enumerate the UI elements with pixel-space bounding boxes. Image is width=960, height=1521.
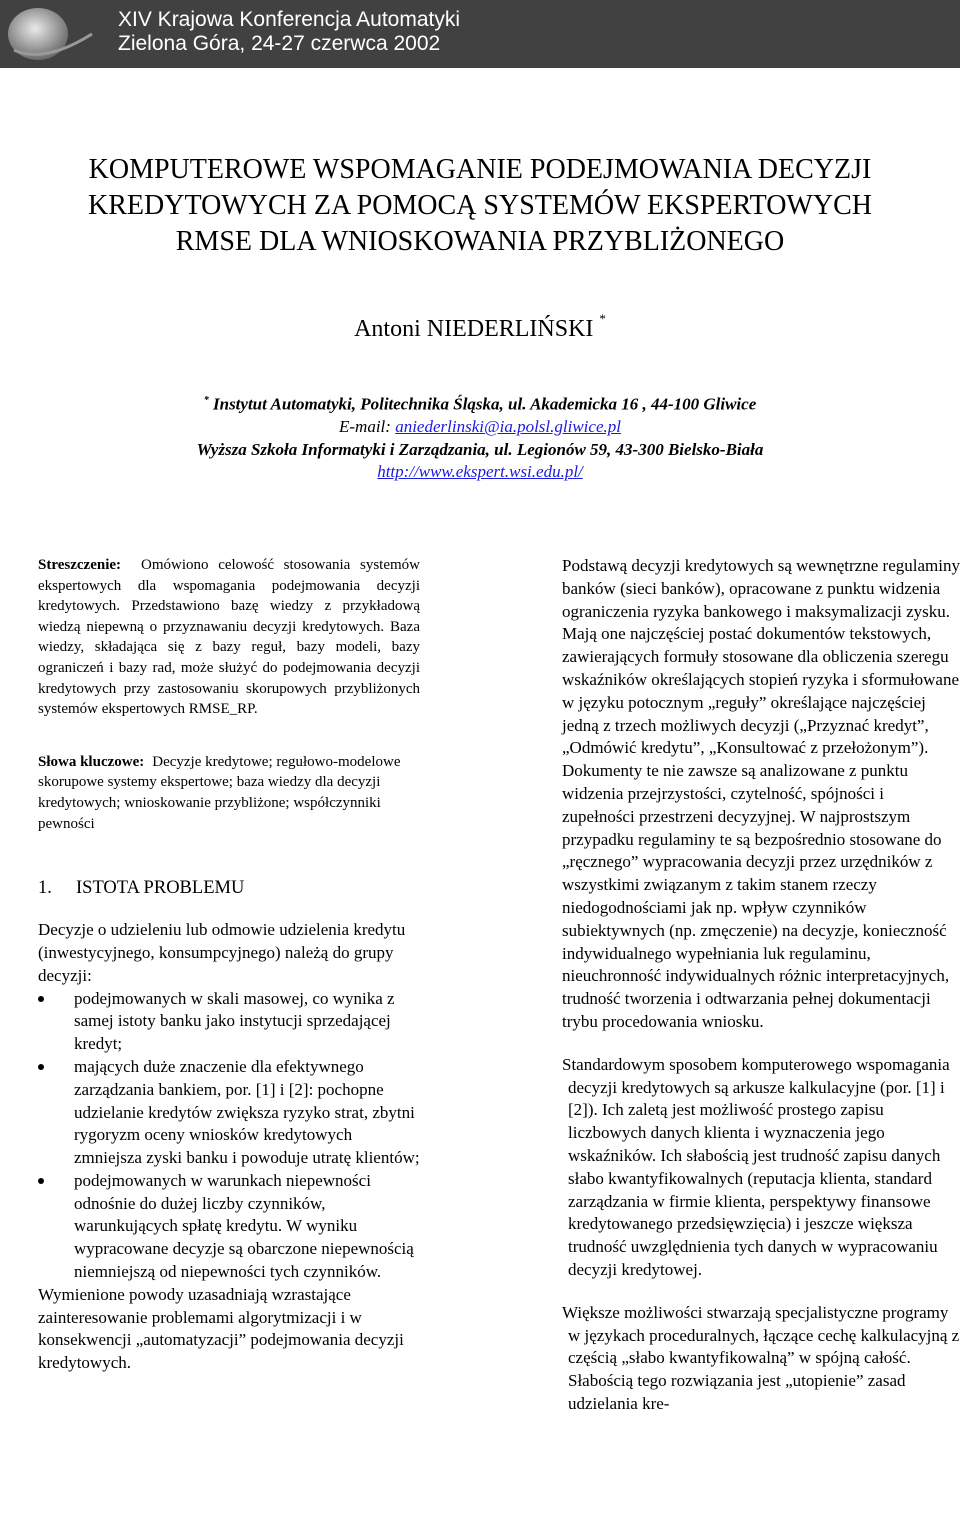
conference-place-date: Zielona Góra, 24-27 czerwca 2002: [118, 32, 441, 55]
section-title: ISTOTA PROBLEMU: [76, 878, 245, 899]
keywords-text: Decyzje kredytowe; regułowo-modelowe skorupowe systemy ekspertowe; baza wiedzy dla decyzji kredytowych; wnioskowanie przybliżone; współczynniki pewności: [38, 753, 401, 832]
affiliation-mark: *: [203, 395, 209, 406]
title-line: KREDYTOWYCH ZA POMOCĄ SYSTEMÓW EKSPERTOWYCH: [88, 190, 872, 221]
bullet-icon: [38, 1178, 44, 1184]
left-column: [38, 555, 420, 1375]
author-name: Antoni NIEDERLIŃSKI: [354, 316, 594, 342]
bullet-icon: [38, 996, 44, 1002]
keywords: [38, 752, 420, 834]
title-line: RMSE DLA WNIOSKOWANIA PRZYBLIŻONEGO: [175, 226, 785, 257]
intro-paragraph: Decyzje o udzieleniu lub odmowie udzielenia kredytu (inwestycyjnego, konsumpcyjnego) należą do grupy decyzji:: [38, 920, 406, 985]
right-column: [562, 555, 960, 1416]
affiliation-line-1: [0, 390, 960, 416]
list-item: [38, 1170, 420, 1284]
decision-features-list: [38, 988, 420, 1284]
paragraph-spreadsheets: Standardowym sposobem komputerowego wspomagania decyzji kredytowych są arkusze kalkulacyjne (por. [1] i [2]). Ich zaletą jest możliwość prostego zapisu liczbowych danych klienta i wyznaczenia jego wskaźników. Ich słabością jest trudność zapisu danych słabo kwantyfikowalnych (reputacja klienta, standard zarządzania w firmie klienta, perspektywy finansowe kredytowanego przedsięwzięcia) i jeszcze większa trudność uwzględnienia tych danych w wypracowaniu decyzji kredytowej.: [562, 1054, 950, 1279]
bullet-icon: [38, 1064, 44, 1070]
list-item: [38, 988, 420, 1056]
conference-logo-icon: [4, 4, 100, 64]
abstract: [38, 555, 420, 720]
list-item-text: mających duże znaczenie dla efektywnego zarządzania bankiem, por. [1] i [2]: pochopne udzielanie kredytów zwiększa ryzyko strat, zbytni rygoryzm oceny wniosków kredytowych zmniejsza zyski banku i powoduje utratę klientów;: [74, 1056, 420, 1168]
email-link[interactable]: aniederlinski@ia.polsl.gliwice.pl: [395, 417, 621, 437]
paragraph-regulations: Podstawą decyzji kredytowych są wewnętrzne regulaminy banków (sieci banków), opracowane z punktu widzenia ograniczenia ryzyka bankowego i maksymalizacji zysku. Mają one najczęściej postać dokumentów tekstowych, zawierających formuły stosowane dla obliczenia szeregu wskaźników określających stopień ryzyka i sformułowane w języku potocznym „reguły” określające najczęściej jedną z trzech możliwych decyzji („Przyznać kredyt”, „Odmówić kredytu”, „Konsultować z przełożonym”). Dokumenty te nie zawsze są analizowane z punktu widzenia przejrzystości, czytelność, spójności i zupełności przestrzeni decyzyjnej. W najprostszym przypadku regulaminy te są bezpośrednio stosowane do „ręcznego” wypracowania decyzji przez urzędników z wszystkimi związanym z takim stanem rzeczy niedogodnościami jak np. wpływ czynników subiektywnych (np. zmęczenie) na decyzje, konieczność indywidualnego wypełniania luk regulaminu, nieuchronność indywidualnych różnic interpretacyjnych, trudność tworzenia i odtwarzania pełnej dokumentacji trybu procedowania wniosku.: [562, 556, 960, 1031]
keywords-label: Słowa kluczowe:: [38, 753, 145, 770]
abstract-text: Omówiono celowość stosowania systemów ekspertowych dla wspomagania podejmowania decyzji kredytowych. Przedstawiono bazę wiedzy z przykładową wiedzą niepewną o przyznawaniu decyzji kredytowych. Baza wiedzy, składająca się z bazy reguł, bazy modeli, bazy ograniczeń i bazy rad, może służyć do podejmowania decyzji kredytowych przy zastosowaniu skorupowych przybliżonych systemów ekspertowych RMSE_RP.: [38, 557, 420, 718]
affiliation-email-line: [0, 416, 960, 439]
conference-header: [0, 0, 960, 68]
title-line: KOMPUTEROWE WSPOMAGANIE PODEJMOWANIA DECYZJI: [88, 154, 872, 185]
website-line: [0, 461, 960, 484]
paper-title: [0, 152, 960, 260]
section-number: 1.: [38, 878, 52, 899]
conference-name: XIV Krajowa Konferencja Automatyki: [118, 8, 461, 31]
list-item-text: podejmowanych w warunkach niepewności odnośnie do dużej liczby czynników, warunkujących spłatę kredytu. W wyniku wypracowane decyzje są obarczone niepewnością niemniejszą od niepewności tych czynników.: [74, 1170, 414, 1282]
email-label: E-mail:: [339, 417, 396, 437]
author: [0, 308, 960, 344]
closing-paragraph: Wymienione powody uzasadniają wzrastające zainteresowanie problemami algorytmizacji i w konsekwencji „automatyzacji” podejmowania decyzji kredytowych.: [38, 1284, 404, 1373]
author-mark: *: [599, 311, 606, 326]
section-heading: [38, 877, 420, 899]
conference-info: [118, 8, 460, 56]
affiliation: [0, 390, 960, 484]
website-link[interactable]: http://www.ekspert.wsi.edu.pl/: [377, 462, 583, 482]
institute-address: Instytut Automatyki, Politechnika Śląska, ul. Akademicka 16 , 44-100 Gliwice: [213, 394, 757, 414]
list-item-text: podejmowanych w skali masowej, co wynika z samej istoty banku jako instytucji sprzedającej kredyt;: [74, 988, 395, 1054]
paragraph-specialist-programs: Większe możliwości stwarzają specjalistyczne programy w językach proceduralnych, łączące cechę kalkulacyjną z częścią „słabo kwantyfikowalną” w spójną całość. Słabością tego rozwiązania jest „utopienie” zasad udzielania kre-: [562, 1302, 960, 1413]
school-address: Wyższa Szkoła Informatyki i Zarządzania, ul. Legionów 59, 43-300 Bielsko-Biała: [196, 439, 764, 459]
list-item: [38, 1056, 420, 1170]
abstract-label: Streszczenie:: [38, 557, 122, 573]
